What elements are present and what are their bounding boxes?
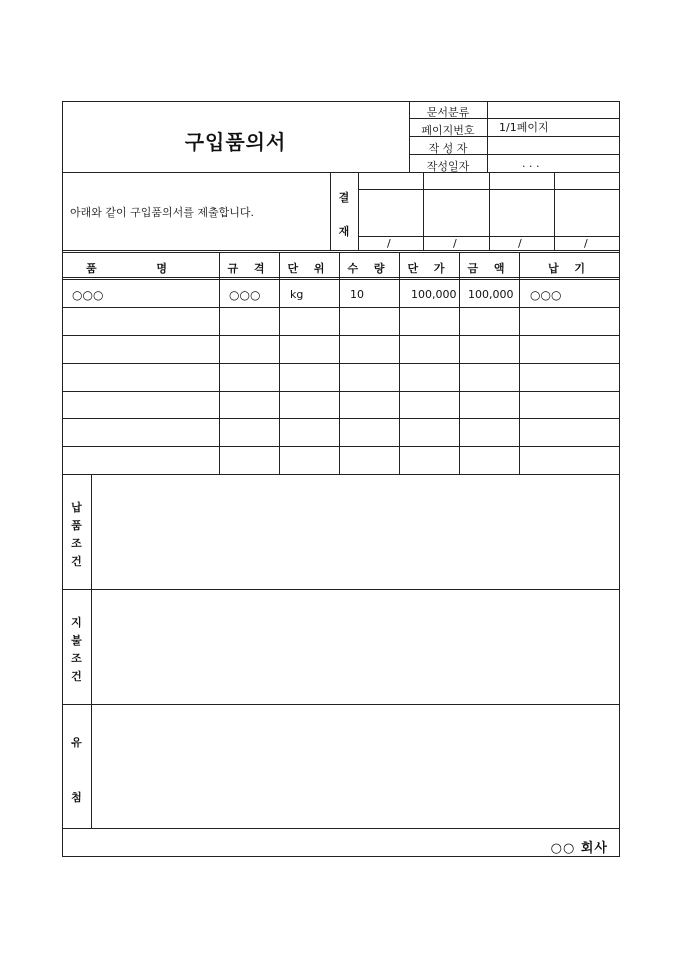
table-cell-item-name[interactable]: ○○○	[72, 288, 104, 302]
table-cell-unit-price[interactable]: 100,000	[411, 288, 457, 301]
approval-date-mark: /	[453, 237, 457, 250]
remarks-area[interactable]	[92, 705, 619, 828]
column-header-unit: 단 위	[287, 262, 331, 275]
remarks-label-bottom: 첨	[71, 791, 82, 804]
column-header-due-date: 납 기	[547, 262, 592, 275]
meta-label: 작성일자	[426, 160, 470, 173]
purchase-request-form	[62, 101, 620, 857]
payment-conditions-area[interactable]	[92, 590, 619, 704]
table-cell-spec[interactable]: ○○○	[229, 288, 261, 302]
remarks-label-top: 유	[71, 736, 82, 749]
approval-date-mark: /	[387, 237, 391, 250]
payment-conditions-label: 지 불 조 건	[71, 616, 82, 683]
column-header-unit-price: 단 가	[407, 262, 451, 275]
delivery-conditions-label: 납 품 조 건	[71, 501, 82, 568]
table-cell-amount[interactable]: 100,000	[468, 288, 514, 301]
table-cell-unit[interactable]: kg	[290, 288, 304, 301]
meta-label: 작 성 자	[428, 142, 468, 155]
border-top	[62, 101, 620, 102]
column-header-quantity: 수 량	[347, 262, 391, 275]
column-header-amount: 금 액	[467, 262, 511, 275]
table-cell-quantity[interactable]: 10	[350, 288, 364, 301]
border-bottom	[62, 856, 620, 857]
approval-label-top: 결	[338, 191, 350, 204]
date-value[interactable]: . . .	[522, 157, 540, 170]
border-right	[619, 101, 620, 857]
page-number-value[interactable]: 1/1페이지	[499, 121, 549, 134]
delivery-conditions-area[interactable]	[92, 475, 619, 589]
table-cell-due-date[interactable]: ○○○	[530, 288, 562, 302]
meta-label: 페이지번호	[421, 124, 475, 137]
approval-date-mark: /	[584, 237, 588, 250]
company-name: ○○ 회사	[550, 841, 608, 856]
meta-label: 문서분류	[426, 106, 470, 119]
intro-text: 아래와 같이 구입품의서를 제출합니다.	[70, 206, 255, 219]
document-title: 구입품의서	[184, 130, 287, 154]
approval-label-bottom: 재	[338, 225, 350, 238]
approval-date-mark: /	[518, 237, 522, 250]
column-header-spec: 규 격	[227, 262, 271, 275]
column-header-item-name: 품 명	[85, 262, 196, 275]
